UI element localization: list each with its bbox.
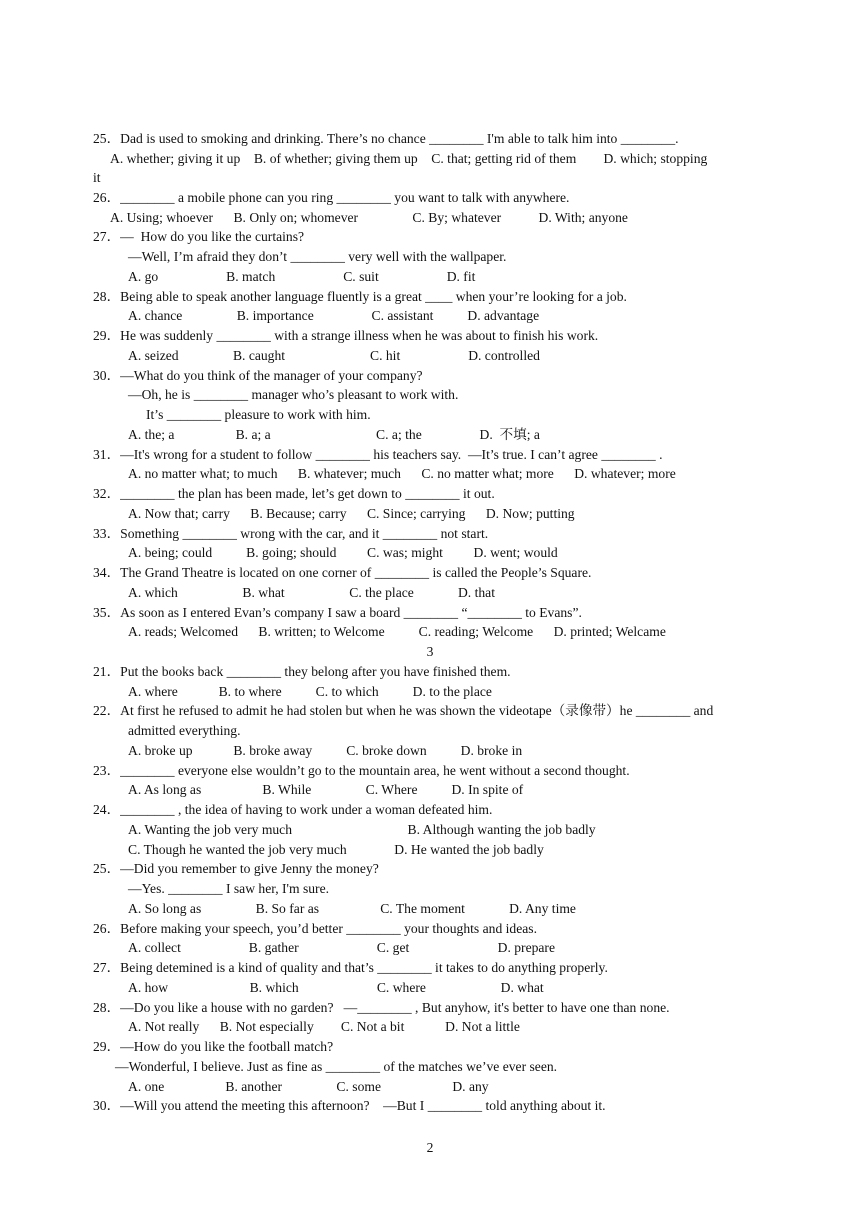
question-23: 23．________ everyone else wouldn’t go to the mountain area, he went without a second thought. (93, 763, 630, 778)
options-24-cd: C. Though he wanted the job very much D. He wanted the job badly (128, 842, 544, 857)
options-32: A. Now that; carry B. Because; carry C. Since; carrying D. Now; putting (128, 506, 575, 521)
options-34: A. which B. what C. the place D. that (128, 585, 495, 600)
question-29a: 29．He was suddenly ________ with a strange illness when he was about to finish his work. (93, 328, 599, 343)
page-number-3: 3 (426, 644, 434, 659)
options-23: A. As long as B. While C. Where D. In spite of (128, 782, 524, 797)
options-29a: A. seized B. caught C. hit D. controlled (128, 348, 540, 363)
question-27a-reply: —Well, I’m afraid they don’t ________ very well with the wallpaper. (128, 249, 507, 264)
options-25a: A. whether; giving it up B. of whether; giving them up C. that; getting rid of them D. which; stopping (110, 151, 708, 166)
question-34: 34．The Grand Theatre is located on one corner of ________ is called the People’s Square. (93, 565, 592, 580)
question-29b-reply: —Wonderful, I believe. Just as fine as ________ of the matches we’ve ever seen. (115, 1059, 558, 1074)
options-29b: A. one B. another C. some D. any (128, 1079, 489, 1094)
question-35: 35．As soon as I entered Evan’s company I saw a board ________ “________ to Evans”. (93, 605, 582, 620)
options-25a-wrap: it (93, 170, 101, 185)
options-28a: A. chance B. importance C. assistant D. advantage (128, 308, 540, 323)
options-24-ab: A. Wanting the job very much B. Although wanting the job badly (128, 822, 596, 837)
question-33: 33．Something ________ wrong with the car, and it ________ not start. (93, 526, 489, 541)
options-22: A. broke up B. broke away C. broke down D. broke in (128, 743, 523, 758)
question-30a: 30．—What do you think of the manager of your company? (93, 368, 423, 383)
question-24: 24．________ , the idea of having to work under a woman defeated him. (93, 802, 493, 817)
options-35: A. reads; Welcomed B. written; to Welcome C. reading; Welcome D. printed; Welcame (128, 624, 666, 639)
options-27b: A. how B. which C. where D. what (128, 980, 544, 995)
options-26b: A. collect B. gather C. get D. prepare (128, 940, 555, 955)
question-25b-reply: —Yes. ________ I saw her, I'm sure. (128, 881, 330, 896)
question-28a: 28．Being able to speak another language fluently is a great ____ when your’re looking for a job. (93, 289, 627, 304)
question-29b: 29．—How do you like the football match? (93, 1039, 334, 1054)
question-26b: 26．Before making your speech, you’d better ________ your thoughts and ideas. (93, 921, 537, 936)
question-30a-reply2: It’s ________ pleasure to work with him. (146, 407, 371, 422)
options-31: A. no matter what; to much B. whatever; much C. no matter what; more D. whatever; more (128, 466, 676, 481)
options-30a: A. the; a B. a; a C. a; the D. 不填; a (128, 427, 540, 442)
options-33: A. being; could B. going; should C. was; might D. went; would (128, 545, 558, 560)
question-25a: 25．Dad is used to smoking and drinking. There’s no chance ________ I'm able to talk him into ________. (93, 131, 679, 146)
options-21: A. where B. to where C. to which D. to the place (128, 684, 492, 699)
question-25b: 25．—Did you remember to give Jenny the money? (93, 861, 379, 876)
options-27a: A. go B. match C. suit D. fit (128, 269, 476, 284)
options-26a: A. Using; whoever B. Only on; whomever C. By; whatever D. With; anyone (110, 210, 628, 225)
question-22-wrap: admitted everything. (128, 723, 241, 738)
question-27b: 27．Being detemined is a kind of quality and that’s ________ it takes to do anything properly. (93, 960, 608, 975)
question-31: 31．—It's wrong for a student to follow ________ his teachers say. —It’s true. I can’t agree ________ . (93, 447, 663, 462)
options-28b: A. Not really B. Not especially C. Not a bit D. Not a little (128, 1019, 520, 1034)
question-32: 32．________ the plan has been made, let’s get down to ________ it out. (93, 486, 495, 501)
question-21: 21．Put the books back ________ they belong after you have finished them. (93, 664, 511, 679)
question-27a: 27．— How do you like the curtains? (93, 229, 305, 244)
question-30b: 30．—Will you attend the meeting this afternoon? —But I ________ told anything about it. (93, 1098, 606, 1113)
question-30a-reply: —Oh, he is ________ manager who’s pleasant to work with. (128, 387, 459, 402)
page-number-2: 2 (426, 1140, 434, 1155)
question-26a: 26．________ a mobile phone can you ring ________ you want to talk with anywhere. (93, 190, 570, 205)
question-22: 22．At first he refused to admit he had stolen but when he was shown the videotape（录像带）he ________ and (93, 703, 714, 718)
options-25b: A. So long as B. So far as C. The moment D. Any time (128, 901, 576, 916)
question-28b: 28．—Do you like a house with no garden? —________ , But anyhow, it's better to have one than none. (93, 1000, 670, 1015)
